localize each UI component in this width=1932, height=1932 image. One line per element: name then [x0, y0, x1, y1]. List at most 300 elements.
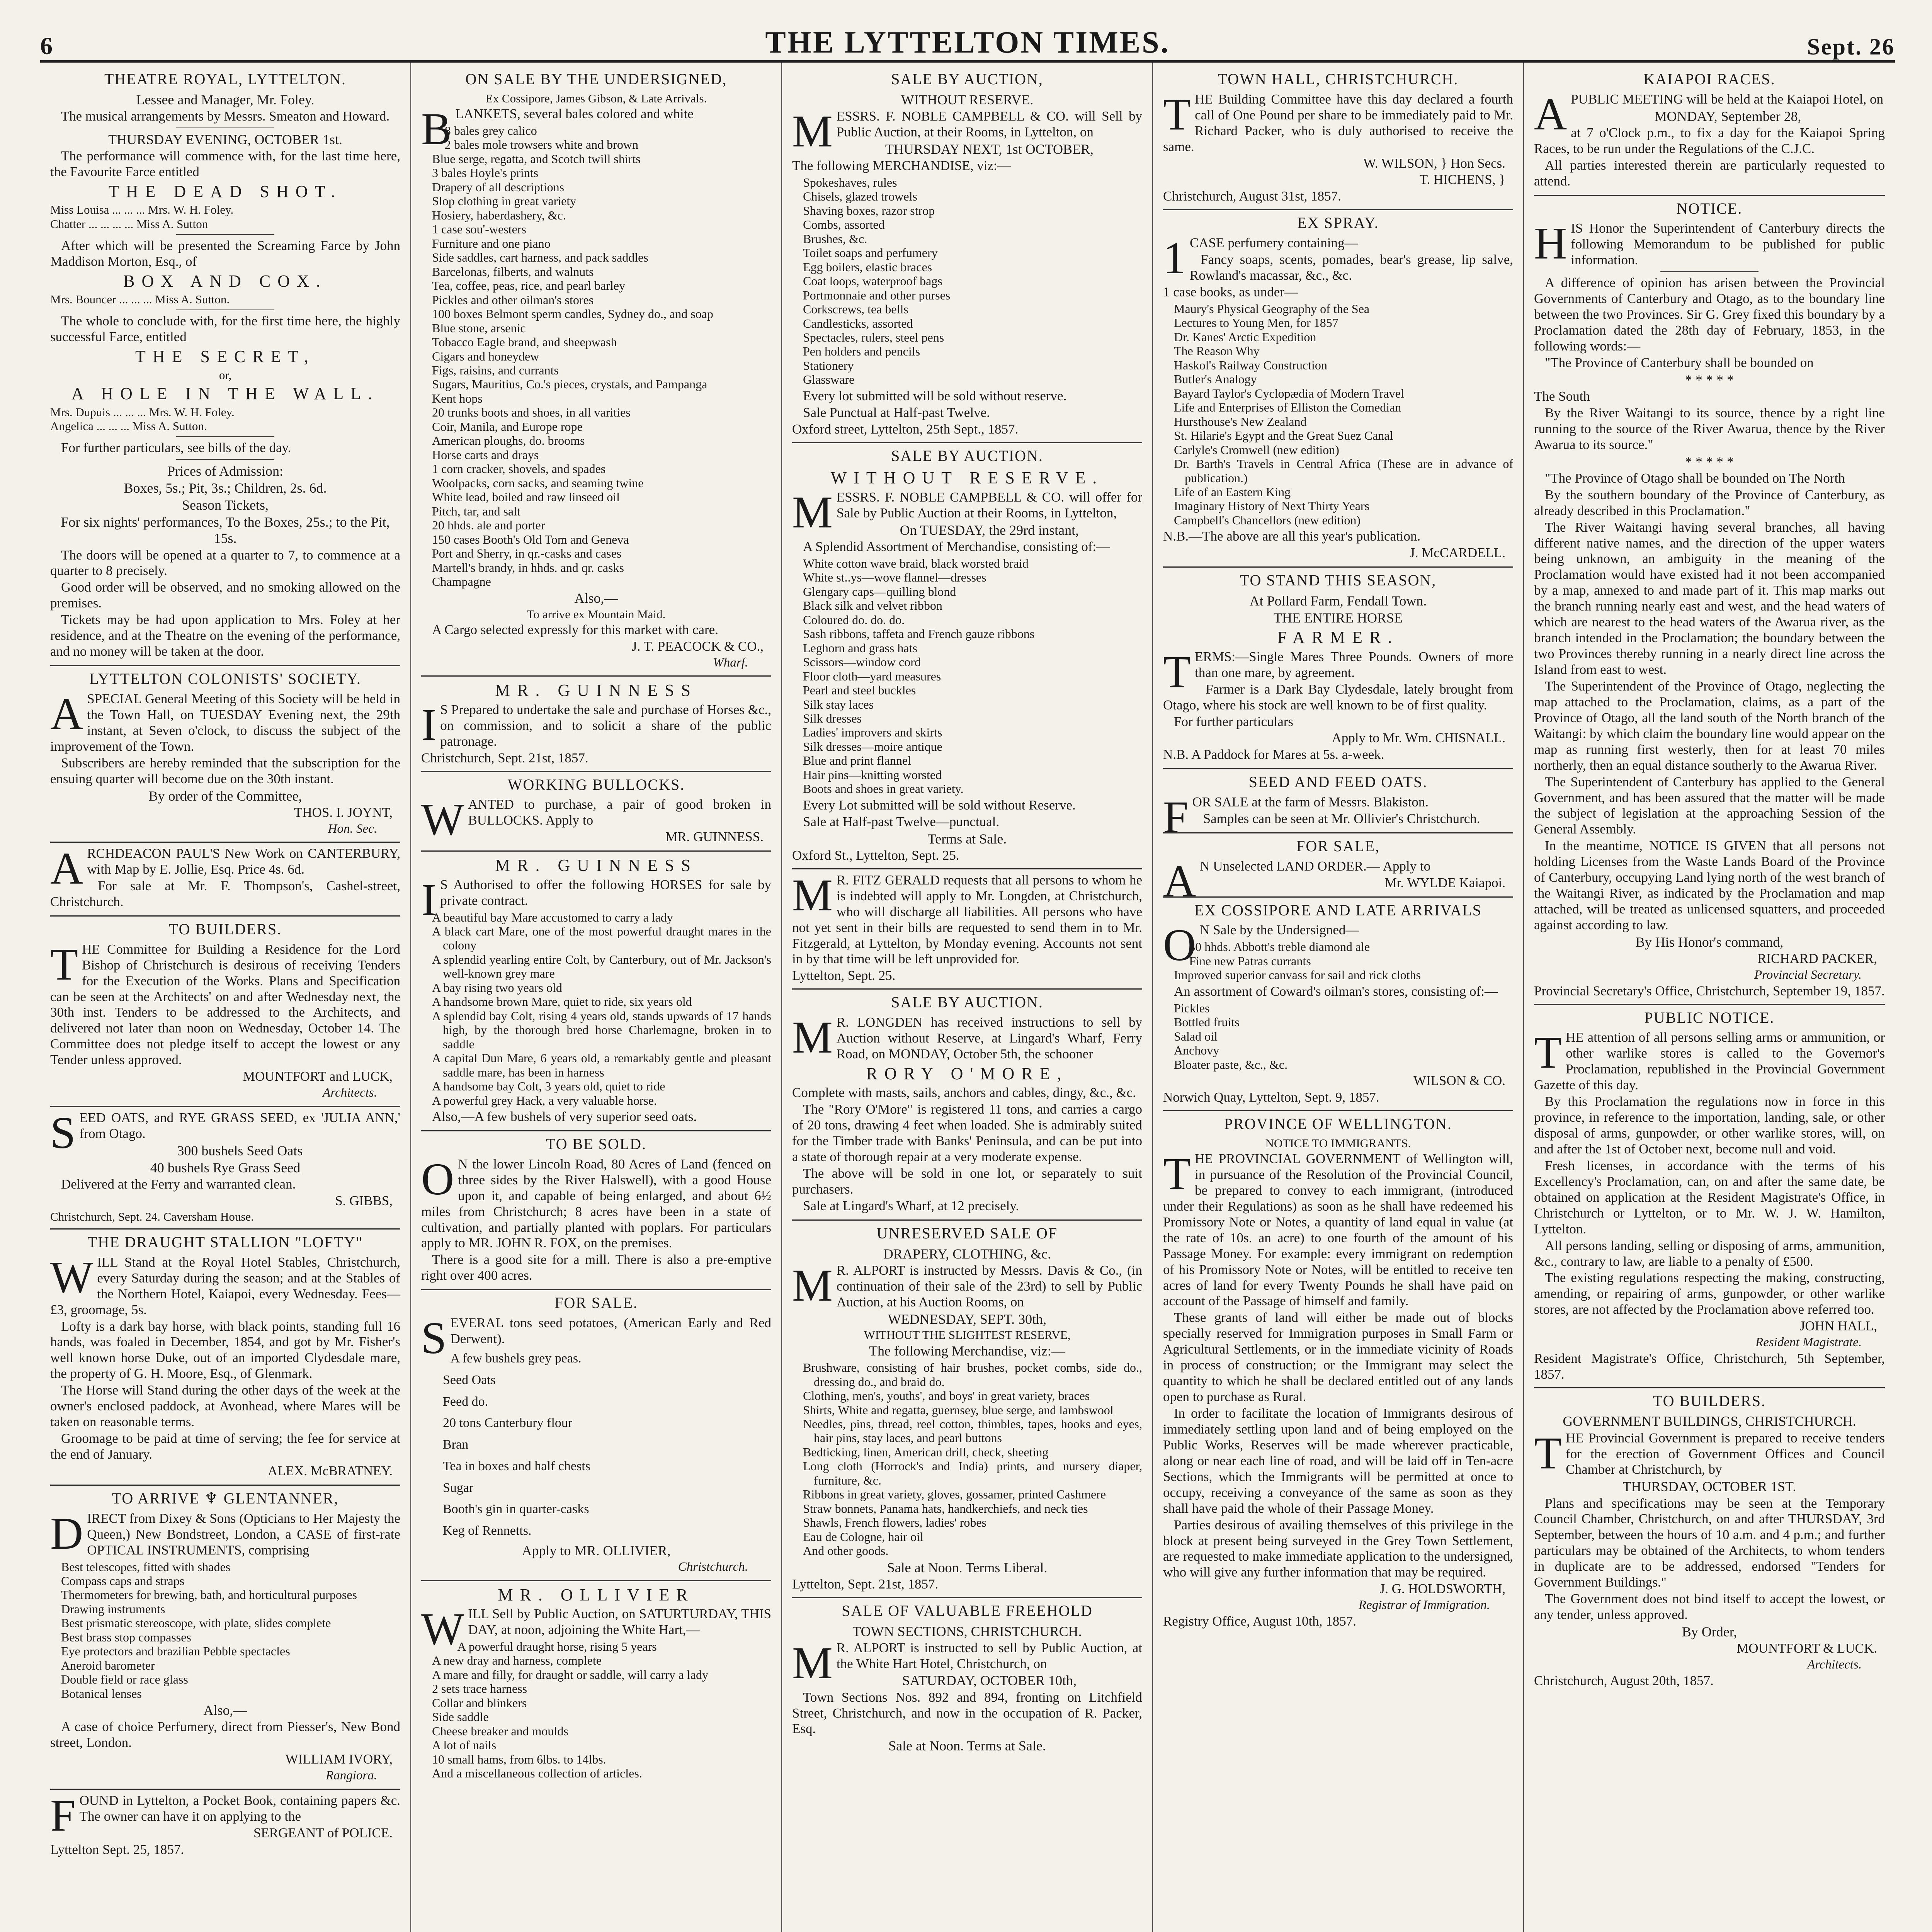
ad-text: Farmer is a Dark Bay Clydesdale, lately brought from Otago, where his stock are well known to be of first quality. — [1163, 681, 1513, 713]
ad-title: TO BUILDERS. — [1653, 1392, 1766, 1410]
ad-text: LANKETS, several bales colored and white — [455, 106, 694, 122]
place-date: Oxford St., Lyttelton, Sept. 25. — [792, 847, 959, 863]
ad-text: N Unselected LAND ORDER.— Apply to — [1200, 858, 1431, 874]
ad-title: SALE BY AUCTION. — [891, 447, 1043, 464]
ad-text: ERMS:—Single Mares Three Pounds. Owners of more than one mare, by agreement. — [1195, 649, 1513, 680]
ad-text: In the meantime, NOTICE IS GIVEN that all persons not holding Licenses from the Waste Lands Board of the Province of Canterbury, occupying Land lying north of the west branch of the Waitangi River, as indicated by the Proclamation and map attached, will be treated as unlicensed squatters, and proceeded against according to law. — [1534, 838, 1885, 933]
ad-text: IRECT from Dixey & Sons (Opticians to Her Majesty the Queen,) New Bondstreet, London, a CASE of first-rate OPTICAL INSTRUMENTS, comprising — [87, 1510, 400, 1558]
place-date: Resident Magistrate's Office, Christchurch, 5th September, 1857. — [1534, 1350, 1885, 1382]
ad-text: All persons landing, selling or disposing of arms, ammunition, &c., contrary to law, are liable to a penalty of £500. — [1534, 1238, 1885, 1269]
ad-subtitle: GOVERNMENT BUILDINGS, CHRISTCHURCH. — [1563, 1413, 1856, 1429]
list-item: 20 hhds. ale and porter — [432, 518, 545, 532]
ad-text: Sale at Half-past Twelve—punctual. — [803, 814, 1000, 829]
government-buildings-ad — [1534, 1388, 1885, 1694]
ad-text: at 7 o'Clock p.m., to fix a day for the Kaiapoi Spring Races, to be run under the Regulations of the C.J.C. — [1534, 125, 1885, 156]
list-item: Silk dresses — [803, 711, 862, 726]
drop-cap: A — [1534, 88, 1567, 139]
signature: THOS. I. JOYNT, — [294, 804, 393, 820]
ad-text: N.B. A Paddock for Mares at 5s. a-week. — [1163, 747, 1384, 762]
list-item: Lectures to Young Men, for 1857 — [1174, 316, 1338, 330]
list-item: Cheese breaker and moulds — [432, 1724, 568, 1738]
play-title: THE SECRET, — [135, 347, 316, 366]
ad-title: FOR SALE, — [1296, 837, 1380, 855]
reserve-line: WITHOUT THE SLIGHTEST RESERVE, — [864, 1328, 1071, 1342]
list-item: Silk dresses—moire antique — [803, 739, 942, 753]
to-be-sold-ad — [421, 1131, 771, 1290]
item-list — [421, 910, 771, 1108]
ad-title: MR. GUINNESS — [495, 681, 698, 700]
drop-cap: T — [1163, 646, 1191, 697]
list-item: Clothing, men's, youths', and boys' in great variety, braces — [803, 1389, 1090, 1403]
cast-line: Mrs. Dupuis ... ... ... Mrs. W. H. Foley. — [50, 405, 235, 419]
ad-subtitle: WITHOUT RESERVE. — [830, 468, 1104, 488]
ad-text: By the River Waitangi to its source, thence by a right line running to the source of the River Awarua, thence by the River Awarua to its source." — [1534, 405, 1885, 452]
seed-oats-ad — [50, 1107, 400, 1230]
ad-title: PUBLIC NOTICE. — [1644, 1009, 1775, 1026]
guinness-agent-ad — [421, 677, 771, 772]
list-item: Martell's brandy, in hhds. and qr. casks — [432, 560, 624, 575]
ellipsis-stars: * * * * * — [1685, 454, 1734, 469]
list-item: A black cart Mare, one of the most powerful draught mares in the colony — [432, 924, 771, 952]
ollivier-auction-ad — [421, 1581, 771, 1787]
list-item: Bayard Taylor's Cyclopædia of Modern Travel — [1174, 386, 1404, 400]
signature-place: Christchurch. — [678, 1560, 748, 1574]
item-list — [421, 1639, 771, 1781]
newspaper-title: THE LYTTELTON TIMES. — [765, 26, 1170, 60]
column-2 — [411, 63, 782, 1932]
boundary-notice-ad — [1534, 196, 1885, 1005]
list-item: 150 cases Booth's Old Tom and Geneva — [432, 532, 629, 546]
terms-line: Terms at Sale. — [927, 831, 1007, 847]
list-item: Bedticking, linen, American drill, check, sheeting — [803, 1445, 1049, 1459]
by-order: By Order, — [1682, 1624, 1737, 1639]
masthead — [40, 22, 1895, 63]
ad-subtitle: NOTICE TO IMMIGRANTS. — [1265, 1136, 1411, 1150]
ex-spray-ad — [1163, 210, 1513, 568]
signature: SERGEANT of POLICE. — [253, 1825, 393, 1840]
drop-cap: H — [1534, 218, 1567, 269]
column-4 — [1153, 63, 1524, 1932]
list-item: Side saddles, cart harness, and pack saddles — [432, 250, 648, 265]
ad-text: ILL Sell by Public Auction, on SATURTURDAY, THIS DAY, at noon, adjoining the White Hart,— — [468, 1606, 771, 1637]
signature-role: Registrar of Immigration. — [1358, 1598, 1490, 1612]
list-item: Slop clothing in great variety — [432, 194, 577, 208]
list-item: Carlyle's Cromwell (new edition) — [1174, 442, 1339, 457]
list-item: Botanical lenses — [61, 1686, 142, 1701]
ad-text: The existing regulations respecting the making, constructing, amending, or repairing of arms, gunpowder, or other warlike stores, are not affected by the Proclamation above referred too. — [1534, 1270, 1885, 1317]
place-date: Christchurch, Sept. 24. Caversham House. — [50, 1209, 254, 1223]
drop-cap: I — [421, 699, 437, 750]
ad-text: R. LONGDEN has received instructions to sell by Auction without Reserve, at Lingard's Wharf, Ferry Road, on MONDAY, October 5th, the schooner — [836, 1015, 1142, 1061]
signature: J. T. PEACOCK & CO., — [632, 638, 764, 654]
list-item: Ribbons in great variety, gloves, gossamer, printed Cashmere — [803, 1487, 1106, 1502]
page-number: 6 — [40, 32, 53, 60]
drop-cap: A — [50, 688, 83, 739]
ad-title: TO BUILDERS. — [168, 920, 282, 938]
list-item: Best telescopes, fitted with shades — [61, 1560, 231, 1574]
list-item: White st..ys—wove flannel—dresses — [803, 570, 986, 585]
column-3 — [782, 63, 1153, 1932]
item-list — [421, 124, 771, 588]
place-date: Lyttelton, Sept. 25. — [792, 968, 896, 983]
ad-text: EVERAL tons seed potatoes, (American Early and Red Derwent). — [450, 1315, 771, 1347]
meeting-date: MONDAY, September 28, — [1654, 108, 1801, 124]
drop-cap: M — [792, 1012, 833, 1063]
signature-role: Architects. — [1807, 1658, 1862, 1672]
play-title: A HOLE IN THE WALL. — [71, 384, 379, 403]
ad-text: HE attention of all persons selling arms or ammunition, or other warlike stores is called to the Governor's Proclamation, republished in the Provincial Government Gazette of this day. — [1534, 1030, 1885, 1093]
ad-text: A case of choice Perfumery, direct from Piesser's, New Bond street, London. — [50, 1719, 400, 1750]
list-item: Champagne — [432, 575, 491, 588]
ad-text: The following Merchandise, viz:— — [869, 1343, 1065, 1359]
drop-cap: T — [50, 939, 78, 990]
list-item: A handsome brown Mare, quiet to ride, six years old — [432, 995, 692, 1009]
book-list — [1163, 302, 1513, 527]
ad-text: There is a good site for a mill. There is also a pre-emptive right over 400 acres. — [421, 1252, 771, 1283]
signature-role: Hon. Sec. — [328, 821, 377, 836]
drop-cap: B — [421, 104, 452, 155]
ad-text: OR SALE at the farm of Messrs. Blakiston. — [1192, 794, 1429, 810]
cast-line: Chatter ... ... ... ... Miss A. Sutton — [50, 217, 208, 231]
list-item: Portmonnaie and other purses — [803, 288, 951, 302]
drapery-sale-ad — [792, 1221, 1142, 1598]
public-notice-ad — [1534, 1005, 1885, 1388]
divider — [176, 234, 274, 235]
list-item: Bran — [443, 1437, 469, 1452]
ad-text: Complete with masts, sails, anchors and cables, dingy, &c., &c. — [792, 1085, 1136, 1100]
ad-text: Fancy soaps, scents, pomades, bear's grease, lip salve, Rowland's macassar, &c., &c. — [1190, 252, 1513, 283]
list-item: Corkscrews, tea bells — [803, 302, 908, 316]
freehold-sale-ad — [792, 1598, 1142, 1760]
list-item: Booth's gin in quarter-casks — [443, 1502, 589, 1517]
list-item: 3 bales Hoyle's prints — [432, 166, 539, 180]
ad-text: S Prepared to undertake the sale and purchase of Horses &c., on commission, and to solicit a share of the public patronage. — [440, 702, 771, 749]
ad-text: Groomage to be paid at time of serving; the fee for service at the end of January. — [50, 1431, 400, 1462]
list-item: 2 sets trace harness — [432, 1682, 527, 1696]
item-line: 300 bushels Seed Oats — [177, 1143, 303, 1158]
list-item: Toilet soaps and perfumery — [803, 246, 938, 260]
ad-text: 1 case books, as under— — [1163, 284, 1298, 299]
list-item: Straw bonnets, Panama hats, handkerchiefs, and neck ties — [803, 1501, 1088, 1515]
list-item: Eau de Cologne, hair oil — [803, 1529, 923, 1544]
campbell-auction-2-ad — [792, 443, 1142, 869]
order-text: Good order will be observed, and no smoking allowed on the premises. — [50, 580, 400, 611]
ad-text: EED OATS, and RYE GRASS SEED, ex 'JULIA ANN,' from Otago. — [79, 1110, 400, 1141]
ad-text: All parties interested therein are particularly requested to attend. — [1534, 157, 1885, 189]
list-item: 30 hhds. Abbott's treble diamond ale — [1189, 940, 1370, 954]
list-item: Shaving boxes, razor strop — [803, 203, 935, 218]
ad-text: HE Building Committee have this day declared a fourth call of One Pound per share to be immediately paid to Mr. Richard Packer, who is duly authorised to receive the same. — [1163, 91, 1513, 154]
ad-text: By the southern boundary of the Province of Canterbury, as already described in this Proclamation." — [1534, 487, 1885, 518]
signature: T. HICHENS, } — [1419, 172, 1505, 187]
signature: J. G. HOLDSWORTH, — [1379, 1581, 1505, 1597]
list-item: American ploughs, do. brooms — [432, 434, 585, 448]
list-item: Aneroid barometer — [61, 1658, 155, 1672]
list-item: Candlesticks, assorted — [803, 316, 913, 330]
ad-title: WORKING BULLOCKS. — [507, 776, 685, 793]
list-item: Kent hops — [432, 391, 483, 405]
drop-cap: M — [792, 1260, 833, 1311]
item-line: 40 bushels Rye Grass Seed — [150, 1160, 301, 1175]
ad-title: EX SPRAY. — [1297, 214, 1379, 232]
ad-title: LYTTELTON COLONISTS' SOCIETY. — [89, 670, 361, 688]
signature: RICHARD PACKER, — [1757, 951, 1877, 966]
list-item: Chisels, glazed trowels — [803, 189, 917, 204]
tickets-text: Tickets may be had upon application to Mrs. Foley at her residence, and at the Theatre on the evening of the performance, and no money will be taken at the door. — [50, 612, 400, 659]
place-date: Christchurch, Sept. 21st, 1857. — [421, 750, 588, 765]
ad-text: RCHDEACON PAUL'S New Work on CANTERBURY, with Map by E. Jollie, Esq. Price 4s. 6d. — [87, 846, 400, 877]
ad-text: ESSRS. F. NOBLE CAMPBELL & CO. will Sell by Public Auction, at their Rooms, in Lyttelton, on — [836, 108, 1142, 139]
list-item: Boots and shoes in great variety. — [803, 782, 964, 796]
stallion-ad — [50, 1230, 400, 1486]
ad-text: Fresh licenses, in accordance with the terms of his Excellency's Proclamation, can, on and after the same date, be obtained on application at the Resident Magistrate's Office, in Christchurch or Lyttelton, or to Mr. W. J. W. Hamilton, Lyttelton. — [1534, 1158, 1885, 1236]
list-item: Figs, raisins, and currants — [432, 363, 559, 377]
cast-line: Mrs. Bouncer ... ... ... Miss A. Sutton. — [50, 293, 230, 306]
ad-title: FOR SALE. — [554, 1294, 638, 1312]
list-item: Hosiery, haberdashery, &c. — [432, 208, 566, 222]
signature: MOUNTFORT and LUCK, — [243, 1069, 393, 1084]
ad-title: THE DRAUGHT STALLION "LOFTY" — [87, 1233, 363, 1251]
divider — [176, 459, 274, 460]
guinness-horses-ad — [421, 852, 771, 1131]
list-item: Pickles and other oilman's stores — [432, 293, 594, 307]
colonists-society-ad — [50, 666, 400, 843]
list-item: And other goods. — [803, 1544, 889, 1558]
list-item: Imaginary History of Next Thirty Years — [1174, 499, 1369, 513]
list-item: Coir, Manila, and Europe rope — [432, 419, 583, 434]
list-item: Sugar — [443, 1480, 474, 1495]
ad-title: TO STAND THIS SEASON, — [1240, 571, 1437, 589]
ad-text: "The Province of Canterbury shall be bounded on — [1545, 355, 1814, 370]
list-item: Port and Sherry, in qr.-casks and cases — [432, 546, 622, 561]
list-item: Bottled fruits — [1174, 1015, 1240, 1029]
auction-date: WEDNESDAY, SEPT. 30th, — [888, 1311, 1047, 1327]
list-item: 20 trunks boots and shoes, in all varities — [432, 405, 631, 420]
working-bullocks-ad — [421, 772, 771, 852]
ad-text: A difference of opinion has arisen between the Provincial Governments of Canterbury and Otago, as to the boundary line between the two Provinces. Sir G. Grey fixed this boundary by a Proclamation dated the 28th day of February, 1853, in the following words:— — [1534, 275, 1885, 354]
music-line: The musical arrangements by Messrs. Smeaton and Howard. — [61, 108, 390, 124]
list-item: Feed do. — [443, 1394, 488, 1409]
list-item: White lead, boiled and raw linseed oil — [432, 490, 620, 504]
list-item: Scissors—window cord — [803, 655, 921, 669]
ad-text: ANTED to purchase, a pair of good broken in BULLOCKS. Apply to — [468, 797, 771, 828]
further-text: For further particulars, see bills of the day. — [61, 440, 291, 456]
drop-cap: A — [50, 843, 83, 894]
list-item: Tea in boxes and half chests — [443, 1459, 590, 1473]
ad-title: KAIAPOI RACES. — [1643, 70, 1776, 88]
drop-cap: T — [1163, 88, 1191, 139]
drop-cap: W — [50, 1252, 94, 1303]
signature: W. WILSON, } Hon Secs. — [1363, 155, 1505, 171]
list-item: Horse carts and drays — [432, 447, 539, 462]
list-item: Compass caps and straps — [61, 1574, 185, 1588]
list-item: Anchovy — [1174, 1043, 1219, 1058]
ad-text: The above will be sold in one lot, or separately to suit purchasers. — [792, 1166, 1142, 1197]
column-1 — [40, 63, 411, 1932]
ad-title: MR. GUINNESS — [495, 856, 698, 875]
list-item: Hursthouse's New Zealand — [1174, 414, 1307, 429]
season-title: Season Tickets, — [182, 497, 269, 513]
ad-subtitle: TOWN SECTIONS, CHRISTCHURCH. — [852, 1623, 1082, 1639]
list-item: Drawing instruments — [61, 1602, 165, 1616]
drop-cap: 1 — [1163, 233, 1186, 284]
list-item: Furniture and one piano — [432, 236, 551, 250]
evening-line: THURSDAY EVENING, OCTOBER 1st. — [108, 131, 342, 147]
divider — [176, 436, 274, 437]
drop-cap: T — [1163, 1148, 1191, 1199]
ad-text: R. FITZ GERALD requests that all persons to whom he is indebted will apply to Mr. Longden, at Christchurch, who will discharge all liabilities. All persons who have not yet sent in their bills are requested to send them in to Mr. Fitzgerald, at Lyttelton, by Monday evening. Accounts not sent in by that time will be left unprovided for. — [792, 872, 1142, 967]
item-list — [792, 556, 1142, 796]
fitzgerald-notice-ad — [792, 869, 1142, 990]
land-order-ad — [1163, 833, 1513, 906]
list-item: Coloured do. do. do. — [803, 612, 905, 627]
signature: WILSON & CO. — [1413, 1073, 1505, 1088]
list-item: Best brass stop compasses — [61, 1630, 191, 1644]
wellington-notice-ad — [1163, 1111, 1513, 1634]
list-item: Life of an Eastern King — [1174, 485, 1291, 499]
list-item: Coat loops, waterproof bags — [803, 274, 942, 288]
list-item: A handsome bay Colt, 3 years old, quiet to ride — [432, 1079, 665, 1094]
list-item: Glassware — [803, 372, 855, 387]
list-item: Pickles — [1174, 1001, 1210, 1015]
signature: ALEX. McBRATNEY. — [267, 1463, 393, 1478]
ad-title: TO BE SOLD. — [546, 1135, 647, 1153]
list-item: Campbell's Chancellors (new edition) — [1174, 513, 1361, 527]
ad-text: These grants of land will either be made out of blocks specially reserved for Immigration purposes in Small Farm or Agricultural Settlements, or in the immediate vicinity of Roads in process of construction; or the Immigrant may select the quantity to which he shall be declared entitled out of any lands open to purchase as Rural. — [1163, 1310, 1513, 1405]
ad-text: Parties desirous of availing themselves of this privilege in the block at present being surveyed in the Grey Town Settlement, are requested to make immediate application to the undersigned, who will give any further information that may be required. — [1163, 1517, 1513, 1580]
list-item: And a miscellaneous collection of articles. — [432, 1766, 642, 1781]
ad-title: TOWN HALL, CHRISTCHURCH. — [1218, 70, 1459, 88]
drop-cap: S — [421, 1313, 447, 1364]
list-item: Best prismatic stereoscope, with plate, slides complete — [61, 1616, 331, 1630]
list-item: Collar and blinkers — [432, 1696, 527, 1710]
ship-name: RORY O'MORE, — [866, 1064, 1068, 1083]
item-list — [792, 175, 1142, 387]
glentanner-ad — [50, 1486, 400, 1790]
list-item: Butler's Analogy — [1174, 372, 1257, 386]
list-item: 10 small hams, from 6lbs. to 14lbs. — [432, 1752, 606, 1766]
drop-cap: W — [421, 1604, 464, 1655]
list-item: Spokeshaves, rules — [803, 175, 897, 189]
cast-line: Miss Louisa ... ... ... Mrs. W. H. Foley. — [50, 203, 234, 217]
list-item: A new dray and harness, complete — [432, 1653, 602, 1668]
list-item: 1 case sou'-westers — [432, 222, 526, 236]
list-item: Shirts, White and regatta, guernsey, blue serge, and lambswool — [803, 1403, 1114, 1417]
drop-cap: D — [50, 1508, 83, 1559]
list-item: Floor cloth—yard measures — [803, 669, 941, 683]
ad-text: An assortment of Coward's oilman's stores, consisting of:— — [1174, 983, 1498, 999]
town-hall-ad — [1163, 66, 1513, 210]
season-text: For six nights' performances, To the Boxes, 25s.; to the Pit, 15s. — [61, 514, 390, 546]
list-item: Woolpacks, corn sacks, and seaming twine — [432, 476, 644, 490]
drop-cap: F — [1163, 792, 1189, 843]
list-item: Stationery — [803, 358, 854, 372]
ad-subtitle: WITHOUT RESERVE. — [901, 92, 1034, 107]
ad-text: Sale at Lingard's Wharf, at 12 precisely. — [803, 1198, 1019, 1213]
drop-cap: M — [792, 105, 833, 156]
place-date: Lyttelton Sept. 25, 1857. — [50, 1842, 184, 1857]
list-item: A powerful draught horse, rising 5 years — [457, 1639, 657, 1653]
list-item: Blue and print flannel — [803, 753, 911, 768]
ad-text: R. ALPORT is instructed to sell by Public Auction, at the White Hart Hotel, Christchurch, on — [836, 1640, 1142, 1671]
ad-text: The Superintendent of Canterbury has applied to the General Government, and has been assured that the matter will be made the subject of legislation at the approaching Session of the General Assembly. — [1534, 774, 1885, 837]
divider — [1660, 271, 1759, 272]
ad-subtitle: THE ENTIRE HORSE — [1274, 610, 1403, 626]
archdeacon-paul-ad — [50, 843, 400, 917]
ad-text: Town Sections Nos. 892 and 894, fronting on Litchfield Street, Christchurch, and now in the occupation of R. Packer, Esq. — [792, 1689, 1142, 1736]
ad-text: The following MERCHANDISE, viz:— — [792, 158, 1011, 173]
cast-line: Angelica ... ... ... Miss A. Sutton. — [50, 419, 207, 433]
item-list — [1163, 940, 1513, 982]
ad-title: SEED AND FEED OATS. — [1248, 773, 1428, 791]
ad-text: Lofty is a dark bay horse, with black points, standing full 16 hands, was foaled in December, 1854, and got by Mr. Fisher's well known horse Duke, out of an imported Clydesdale mare, the property of G. H. Moore, Esq., of Glenmark. — [50, 1318, 400, 1381]
lessee-line: Lessee and Manager, Mr. Foley. — [136, 92, 315, 107]
list-item: Combs, assorted — [803, 218, 885, 232]
ad-text: PUBLIC MEETING will be held at the Kaiapoi Hotel, on — [1571, 91, 1883, 107]
ad-text: HE PROVINCIAL GOVERNMENT of Wellington will, in pursuance of the Resolution of the Provincial Council, be prepared to convey to each immigrant, (introduced under their Regulations) as soon as he shall have redeemed his Promissory Note or Notes, a quantity of land equal in value (at the rate of 10s. an acre) to one fourth of the amount of his Passage Money. For example: every immigrant on redemption of his Promissory Note or Notes, will be entitled to receive ten acres of land for every Twenty Pounds he shall have paid on account of the Passage of himself and family. — [1163, 1151, 1513, 1309]
place-date: Lyttelton, Sept. 21st, 1857. — [792, 1576, 939, 1592]
terms-line: Sale at Noon. Terms at Sale. — [888, 1738, 1046, 1754]
place-date: Registry Office, August 10th, 1857. — [1163, 1613, 1357, 1629]
list-item: Dr. Barth's Travels in Central Africa (These are in advance of publication.) — [1174, 457, 1513, 485]
tender-date: THURSDAY, OCTOBER 1ST. — [1622, 1479, 1796, 1495]
list-item: Barcelonas, filberts, and walnuts — [432, 264, 594, 279]
list-item: Leghorn and grass hats — [803, 641, 917, 655]
list-item: A capital Dun Mare, 6 years old, a remarkably gentle and pleasant saddle mare, has been in harness — [432, 1051, 771, 1079]
ad-subtitle: At Pollard Farm, Fendall Town. — [1249, 593, 1427, 609]
drop-cap: W — [421, 794, 464, 845]
list-item: Brushware, consisting of hair brushes, pocket combs, side do., dressing do., and braid do. — [803, 1361, 1142, 1389]
ad-text: HE Provincial Government is prepared to receive tenders for the erection of Government Offices and Council Chamber at Christchurch, by — [1566, 1430, 1885, 1477]
list-item: Life and Enterprises of Elliston the Comedian — [1174, 400, 1401, 415]
signature-place: Rangiora. — [326, 1769, 377, 1783]
ad-title: SALE OF VALUABLE FREEHOLD — [842, 1602, 1093, 1619]
by-order: By His Honor's command, — [1635, 934, 1784, 950]
place-date: Norwich Quay, Lyttelton, Sept. 9, 1857. — [1163, 1090, 1379, 1105]
list-item: A powerful grey Hack, a very valuable horse. — [432, 1093, 657, 1107]
ad-text: Plans and specifications may be seen at the Temporary Council Chamber, Christchurch, on and after THURSDAY, 3rd September, between the hours of 10 a.m. and 4 p.m.; and further particulars may be obtained of the Architects, to whom tenders in duplicate are to be addressed, endorsed "Tenders for Government Buildings." — [1534, 1495, 1885, 1590]
drop-cap: T — [1534, 1027, 1562, 1078]
list-item: Spectacles, rulers, steel pens — [803, 330, 944, 344]
signature: Mr. WYLDE Kaiapoi. — [1384, 875, 1505, 890]
ad-text: The River Waitangi having several branches, all having different native names, and the direction of the upper waters being unknown, an ambiguity in the meaning of the Proclamation would have existed had it not been accompanied by a map, annexed to and made part of it. This map marks out the branch running nearly east and west, and the head waters of which are nearest to the head waters of the Awarua river, as the branch intended in the Proclamation; the boundary between the two Provinces thereby running in a nearly direct line across the Island from east to west. — [1534, 519, 1885, 677]
found-ad — [50, 1790, 400, 1862]
list-item: 20 tons Canterbury flour — [443, 1416, 573, 1430]
by-order: By order of the Committee, — [148, 788, 302, 804]
ad-text: R. ALPORT is instructed by Messrs. Davis & Co., (in continuation of their sale of the 23rd) to sell by Public Auction, at his Auction Rooms, on — [836, 1262, 1142, 1310]
item-list — [50, 1560, 400, 1701]
ad-subtitle: Ex Cossipore, James Gibson, & Late Arrivals. — [485, 91, 707, 105]
ad-text: ESSRS. F. NOBLE CAMPBELL & CO. will offer for Sale by Public Auction at their Rooms, in Lyttelton, — [836, 489, 1142, 520]
ad-text: The South — [1534, 388, 1590, 404]
list-item: Double field or race glass — [61, 1672, 188, 1687]
whole-text: The whole to conclude with, for the first time here, the highly successful Farce, entitled — [50, 313, 400, 345]
ad-text: In order to facilitate the location of Immigrants desirous of immediately settling upon land and of being employed on the Public Works, Reserves will be made wherever practicable, along or near each line of road, and will be laid off in Ten-acre Sections, which the Immigrants will be permitted at once to occupy, receiving a conveyance of the same as soon as they shall have paid the whole of their Passage Money. — [1163, 1406, 1513, 1516]
list-item: Needles, pins, thread, reel cotton, thimbles, tapes, hooks and eyes, hair pins, stay laces, and pearl buttons — [803, 1417, 1142, 1445]
list-item: Sugars, Mauritius, Co.'s pieces, crystals, and Pampanga — [432, 377, 707, 391]
ad-text: N Sale by the Undersigned— — [1200, 922, 1359, 938]
ad-title: PROVINCE OF WELLINGTON. — [1224, 1115, 1452, 1133]
item-list — [1163, 1001, 1513, 1071]
place-date: Provincial Secretary's Office, Christchurch, September 19, 1857. — [1534, 983, 1885, 998]
column-5 — [1524, 63, 1895, 1932]
stand-season-ad — [1163, 568, 1513, 769]
ad-title: EX COSSIPORE AND LATE ARRIVALS — [1194, 901, 1482, 919]
ad-text: Also,—A few bushels of very superior seed oats. — [432, 1109, 697, 1124]
columns — [40, 63, 1895, 1932]
signature-place: Wharf. — [713, 655, 748, 670]
list-item: Long cloth (Horrock's and India) prints, and nursery diaper, furniture, &c. — [803, 1459, 1142, 1487]
